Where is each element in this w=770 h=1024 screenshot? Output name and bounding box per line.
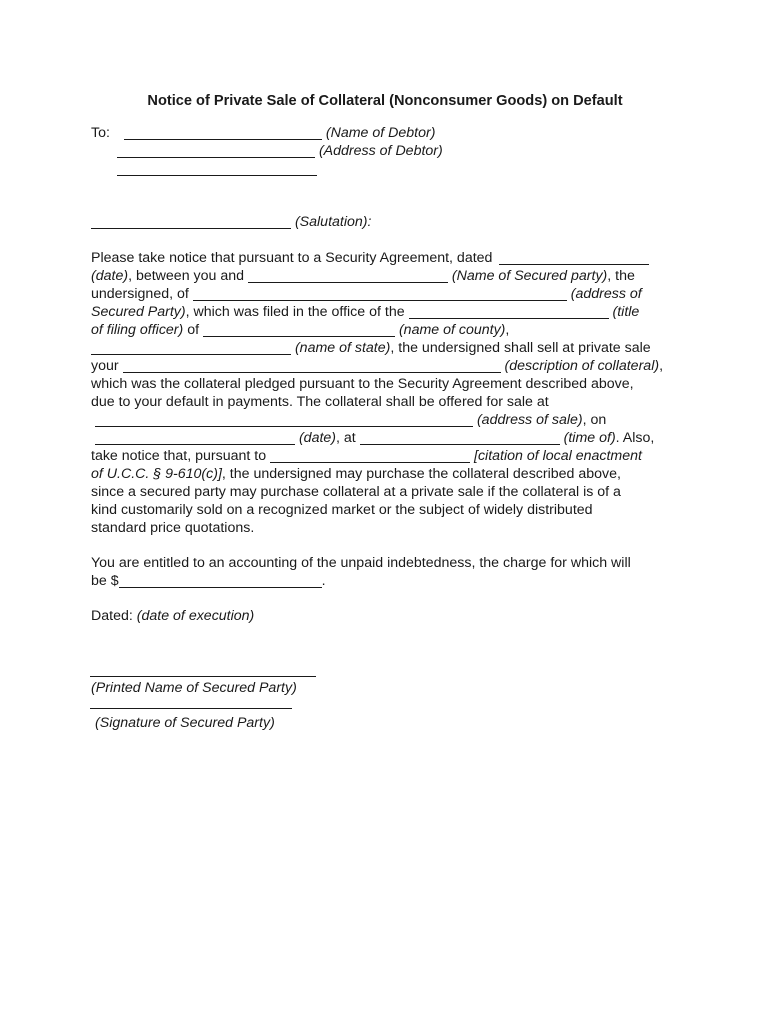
salutation-label: (Salutation): xyxy=(294,214,372,230)
state-blank[interactable] xyxy=(91,340,291,355)
date-label: (date) xyxy=(91,268,129,284)
p2-text: be $ xyxy=(91,573,119,589)
address-label: Secured Party) xyxy=(91,304,186,320)
printed-name-text: (Printed Name of Secured Party) xyxy=(91,680,297,696)
p1-text: , xyxy=(659,358,664,374)
state-label: (name of state) xyxy=(294,340,391,356)
printed-name-label xyxy=(91,679,297,697)
county-label: (name of county) xyxy=(398,322,506,338)
p1-line-10 xyxy=(95,411,606,429)
p1-text: , the undersigned may purchase the collateral described above, xyxy=(221,466,621,482)
to-label: To: xyxy=(91,125,110,141)
printed-name-blank[interactable] xyxy=(90,676,316,677)
citation-blank[interactable] xyxy=(270,448,470,463)
citation-label: of U.C.C. § 9-610(c)] xyxy=(91,466,222,482)
date-of-execution-label: (date of execution) xyxy=(136,608,255,624)
secured-party-label: (Name of Secured party) xyxy=(451,268,608,284)
p1-line-11 xyxy=(95,429,654,447)
signature-label xyxy=(95,714,275,732)
address-label: (address of xyxy=(570,286,642,302)
collateral-description-blank[interactable] xyxy=(123,358,501,373)
p1-text: . Also, xyxy=(615,430,655,446)
sale-time-blank[interactable] xyxy=(360,430,560,445)
p1-text: , the undersigned shall sell at private sale xyxy=(390,340,651,356)
p1-line-15: kind customarily sold on a recognized market or the subject of widely distributed xyxy=(91,502,593,518)
citation-label: [citation of local enactment xyxy=(474,448,642,464)
p1-line-8: which was the collateral pledged pursuant to the Security Agreement described above, xyxy=(91,376,634,392)
agreement-date-blank[interactable] xyxy=(499,250,649,265)
p1-line-13 xyxy=(91,465,621,483)
p1-text: undersigned, of xyxy=(91,286,189,302)
p2-line-1: You are entitled to an accounting of the unpaid indebtedness, the charge for which will xyxy=(91,555,631,571)
p1-text: , between you and xyxy=(128,268,245,284)
p1-line-12 xyxy=(91,447,642,465)
p1-text: take notice that, pursuant to xyxy=(91,448,267,464)
p1-line-5 xyxy=(91,321,509,339)
address-of-debtor-label: (Address of Debtor) xyxy=(318,143,443,159)
p1-text: of xyxy=(183,322,200,338)
p1-line-16: standard price quotations. xyxy=(91,520,255,536)
secured-party-name-blank[interactable] xyxy=(248,268,448,283)
p1-line-7 xyxy=(91,357,663,375)
p1-line-14: since a secured party may purchase collateral at a private sale if the collateral is of a xyxy=(91,484,621,500)
title-label: of filing officer) xyxy=(91,322,184,338)
debtor-name-blank[interactable] xyxy=(124,125,322,140)
p1-text: , which was filed in the office of the xyxy=(185,304,405,320)
filing-officer-blank[interactable] xyxy=(409,304,609,319)
sale-date-blank[interactable] xyxy=(95,430,295,445)
p1-text: , at xyxy=(336,430,356,446)
salutation-blank[interactable] xyxy=(91,214,291,229)
p1-text: , the xyxy=(607,268,635,284)
debtor-address-blank-2[interactable] xyxy=(117,175,317,176)
indebtedness-charge-blank[interactable] xyxy=(119,573,322,588)
sale-address-blank[interactable] xyxy=(95,412,473,427)
p1-line-1 xyxy=(91,249,649,267)
date-label: (date) xyxy=(298,430,337,446)
document-title: Notice of Private Sale of Collateral (Nonconsumer Goods) on Default xyxy=(147,93,623,109)
salutation-line xyxy=(91,213,371,231)
debtor-address-blank[interactable] xyxy=(117,143,315,158)
p1-text: Please take notice that pursuant to a Security Agreement, dated xyxy=(91,250,493,266)
to-line-address xyxy=(117,142,443,160)
sale-address-label: (address of sale) xyxy=(476,412,583,428)
p1-text: your xyxy=(91,358,119,374)
signature-blank[interactable] xyxy=(90,708,292,709)
p1-line-4 xyxy=(91,303,639,321)
title-label: (title xyxy=(612,304,640,320)
dated-label: Dated: xyxy=(91,608,133,624)
time-label: (time of) xyxy=(563,430,616,446)
p1-line-3 xyxy=(91,285,642,303)
county-blank[interactable] xyxy=(203,322,395,337)
p1-line-6 xyxy=(91,339,651,357)
collateral-label: (description of collateral) xyxy=(504,358,660,374)
p2-text: . xyxy=(321,573,326,589)
secured-party-address-blank[interactable] xyxy=(193,286,567,301)
p1-line-2 xyxy=(91,267,635,285)
p1-text: , on xyxy=(582,412,607,428)
p1-line-9: due to your default in payments. The collateral shall be offered for sale at xyxy=(91,394,549,410)
to-line-name xyxy=(91,124,435,142)
p2-line-2 xyxy=(91,572,326,590)
signature-text: (Signature of Secured Party) xyxy=(95,715,275,731)
dated-line xyxy=(91,607,254,625)
name-of-debtor-label: (Name of Debtor) xyxy=(325,125,436,141)
p1-text: , xyxy=(505,322,510,338)
